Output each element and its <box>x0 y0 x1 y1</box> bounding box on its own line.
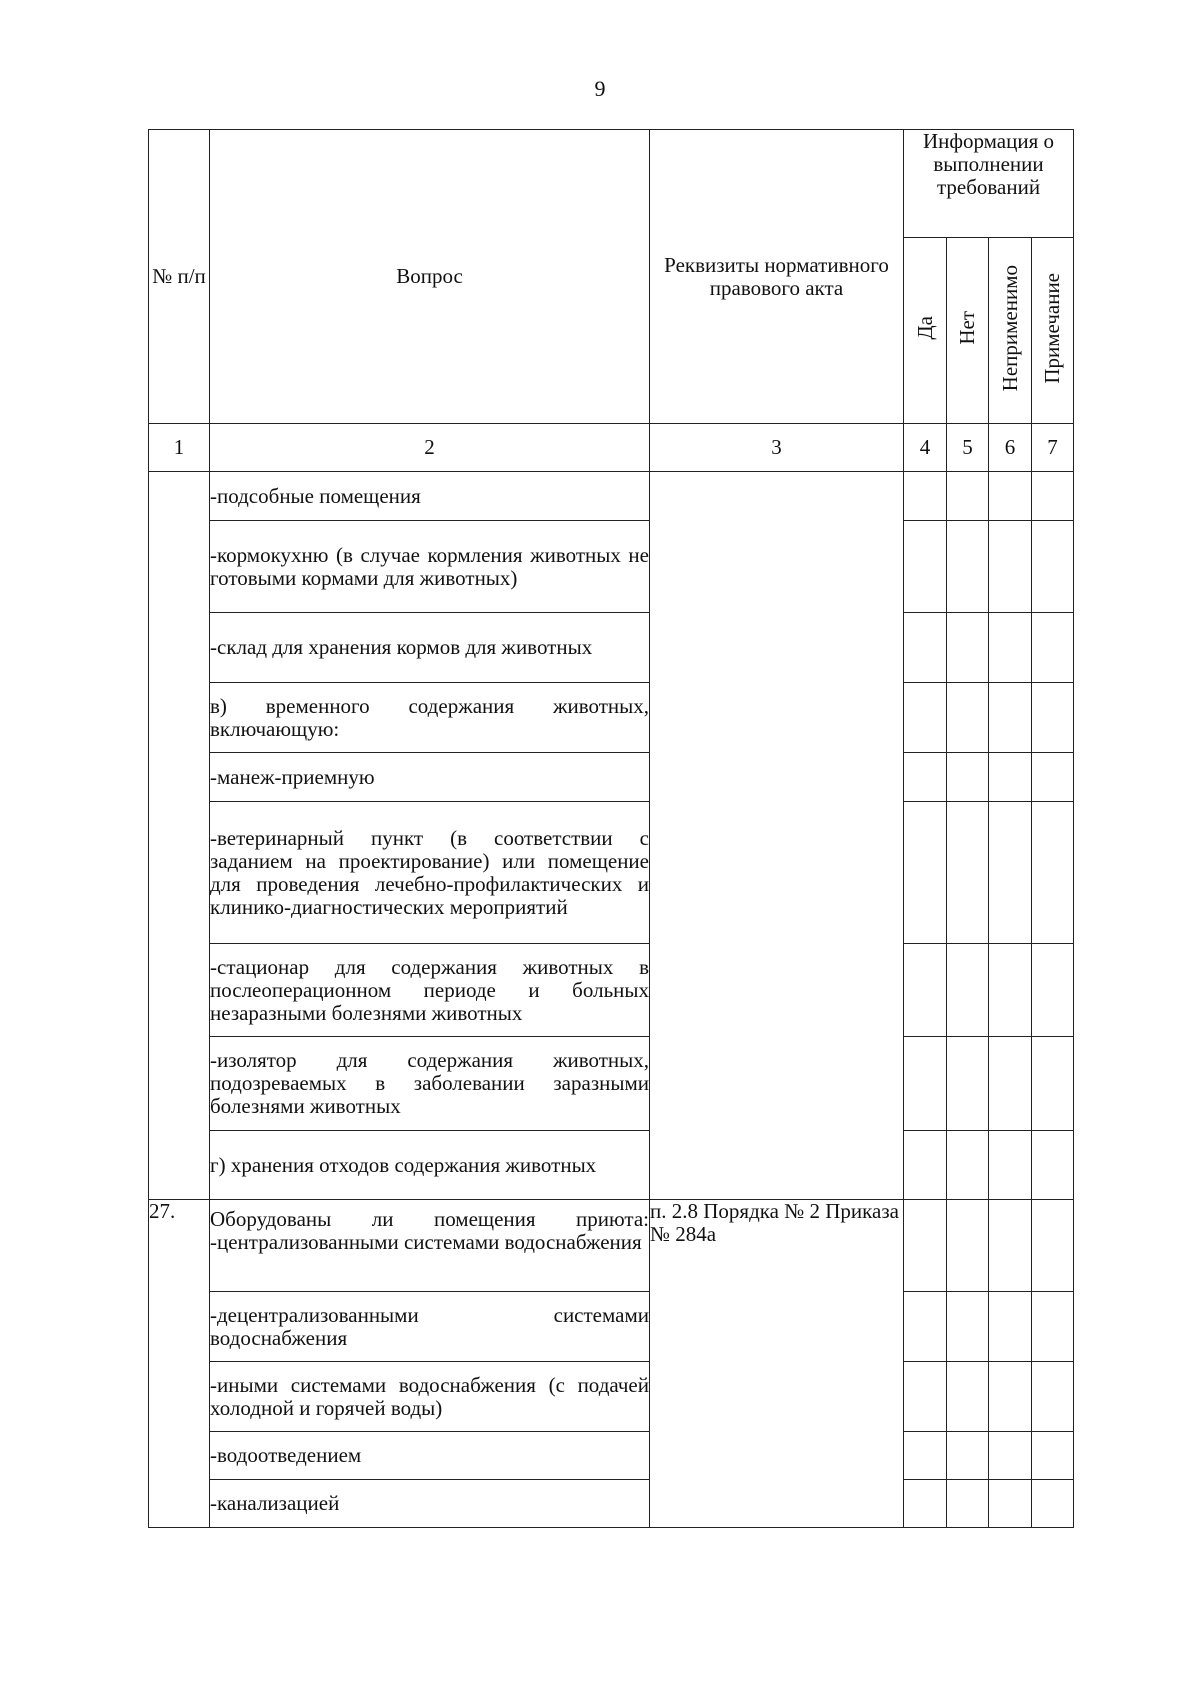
table-row <box>149 753 1074 802</box>
row-num-empty <box>149 472 210 1200</box>
table-row <box>149 521 1074 613</box>
answer-na-cell[interactable] <box>989 1037 1032 1131</box>
question-cell: -иными системами водоснабжения (с подачей холодной и горячей воды) <box>210 1362 650 1432</box>
column-numbers-row <box>149 424 1074 472</box>
question-cell: -кормокухню (в случае кормления животных не готовыми кормами для животных) <box>210 521 650 613</box>
question-cell: -склад для хранения кормов для животных <box>210 613 650 683</box>
answer-yes-cell[interactable] <box>904 521 947 613</box>
col-number: 4 <box>904 424 947 472</box>
answer-na-cell[interactable] <box>989 1200 1032 1292</box>
answer-no-cell[interactable] <box>947 753 989 802</box>
col-number: 7 <box>1032 424 1074 472</box>
item-number: 27. <box>149 1200 210 1528</box>
table-row <box>149 1037 1074 1131</box>
question-cell: -канализацией <box>210 1480 650 1528</box>
requisites-cell: п. 2.8 Порядка № 2 Приказа № 284а <box>650 1200 904 1528</box>
answer-na-cell[interactable] <box>989 802 1032 944</box>
table-row <box>149 1362 1074 1432</box>
answer-na-cell[interactable] <box>989 613 1032 683</box>
answer-note-cell[interactable] <box>1032 753 1074 802</box>
question-cell: -ветеринарный пункт (в соответствии с заданием на проектирование) или помещение для проведения лечебно-профилактических и клинико-диагностических мероприятий <box>210 802 650 944</box>
answer-yes-cell[interactable] <box>904 753 947 802</box>
col-number: 1 <box>149 424 210 472</box>
answer-note-cell[interactable] <box>1032 1200 1074 1292</box>
page-number: 9 <box>594 76 606 101</box>
answer-na-cell[interactable] <box>989 683 1032 753</box>
checklist-table <box>148 129 1074 1528</box>
answer-no-cell[interactable] <box>947 1037 989 1131</box>
answer-no-cell[interactable] <box>947 1292 989 1362</box>
answer-na-cell[interactable] <box>989 944 1032 1037</box>
question-cell: Оборудованы ли помещения приюта: -централизованными системами водоснабжения <box>210 1200 650 1292</box>
question-cell: г) хранения отходов содержания животных <box>210 1131 650 1200</box>
header-question: Вопрос <box>210 130 650 424</box>
col-number: 3 <box>650 424 904 472</box>
header-no: Нет <box>947 238 989 424</box>
answer-note-cell[interactable] <box>1032 683 1074 753</box>
answer-na-cell[interactable] <box>989 1292 1032 1362</box>
table-row <box>149 1432 1074 1480</box>
answer-note-cell[interactable] <box>1032 613 1074 683</box>
answer-note-cell[interactable] <box>1032 521 1074 613</box>
table-row <box>149 1292 1074 1362</box>
question-cell: -изолятор для содержания животных, подозреваемых в заболевании заразными болезнями животных <box>210 1037 650 1131</box>
answer-na-cell[interactable] <box>989 1480 1032 1528</box>
answer-note-cell[interactable] <box>1032 1131 1074 1200</box>
question-cell: -подсобные помещения <box>210 472 650 521</box>
answer-no-cell[interactable] <box>947 1362 989 1432</box>
answer-note-cell[interactable] <box>1032 802 1074 944</box>
answer-note-cell[interactable] <box>1032 472 1074 521</box>
answer-yes-cell[interactable] <box>904 472 947 521</box>
col-number: 2 <box>210 424 650 472</box>
table-row <box>149 613 1074 683</box>
answer-yes-cell[interactable] <box>904 1037 947 1131</box>
answer-no-cell[interactable] <box>947 613 989 683</box>
answer-note-cell[interactable] <box>1032 944 1074 1037</box>
answer-yes-cell[interactable] <box>904 1362 947 1432</box>
answer-yes-cell[interactable] <box>904 802 947 944</box>
answer-na-cell[interactable] <box>989 753 1032 802</box>
answer-no-cell[interactable] <box>947 1131 989 1200</box>
header-info: Информация о выполнении требований <box>904 130 1074 238</box>
answer-yes-cell[interactable] <box>904 1200 947 1292</box>
answer-na-cell[interactable] <box>989 521 1032 613</box>
answer-note-cell[interactable] <box>1032 1292 1074 1362</box>
question-cell: -манеж-приемную <box>210 753 650 802</box>
table-row <box>149 1200 1074 1292</box>
answer-yes-cell[interactable] <box>904 1131 947 1200</box>
answer-note-cell[interactable] <box>1032 1037 1074 1131</box>
answer-no-cell[interactable] <box>947 1480 989 1528</box>
answer-no-cell[interactable] <box>947 521 989 613</box>
answer-no-cell[interactable] <box>947 1432 989 1480</box>
answer-na-cell[interactable] <box>989 1432 1032 1480</box>
header-row-top <box>149 130 1074 238</box>
answer-note-cell[interactable] <box>1032 1480 1074 1528</box>
answer-note-cell[interactable] <box>1032 1362 1074 1432</box>
question-cell: -децентрализованными системами водоснабжения <box>210 1292 650 1362</box>
header-num: № п/п <box>149 130 210 424</box>
answer-yes-cell[interactable] <box>904 1432 947 1480</box>
col-number: 6 <box>989 424 1032 472</box>
answer-yes-cell[interactable] <box>904 613 947 683</box>
question-cell: -водоотведением <box>210 1432 650 1480</box>
answer-no-cell[interactable] <box>947 1200 989 1292</box>
header-note: Примечание <box>1032 238 1074 424</box>
table-row <box>149 1480 1074 1528</box>
answer-na-cell[interactable] <box>989 472 1032 521</box>
answer-no-cell[interactable] <box>947 683 989 753</box>
requisites-empty <box>650 472 904 1200</box>
col-number: 5 <box>947 424 989 472</box>
table-row <box>149 472 1074 521</box>
table-row <box>149 683 1074 753</box>
header-yes: Да <box>904 238 947 424</box>
header-na: Неприменимо <box>989 238 1032 424</box>
answer-yes-cell[interactable] <box>904 1480 947 1528</box>
answer-no-cell[interactable] <box>947 944 989 1037</box>
question-cell: -стационар для содержания животных в послеоперационном периоде и больных незаразными болезнями животных <box>210 944 650 1037</box>
table-row <box>149 944 1074 1037</box>
table-row <box>149 802 1074 944</box>
table-row <box>149 1131 1074 1200</box>
answer-note-cell[interactable] <box>1032 1432 1074 1480</box>
question-cell: в) временного содержания животных, включающую: <box>210 683 650 753</box>
answer-yes-cell[interactable] <box>904 1292 947 1362</box>
header-requisites: Реквизиты нормативного правового акта <box>650 130 904 424</box>
answer-na-cell[interactable] <box>989 1131 1032 1200</box>
answer-yes-cell[interactable] <box>904 683 947 753</box>
answer-no-cell[interactable] <box>947 472 989 521</box>
answer-yes-cell[interactable] <box>904 944 947 1037</box>
answer-na-cell[interactable] <box>989 1362 1032 1432</box>
answer-no-cell[interactable] <box>947 802 989 944</box>
